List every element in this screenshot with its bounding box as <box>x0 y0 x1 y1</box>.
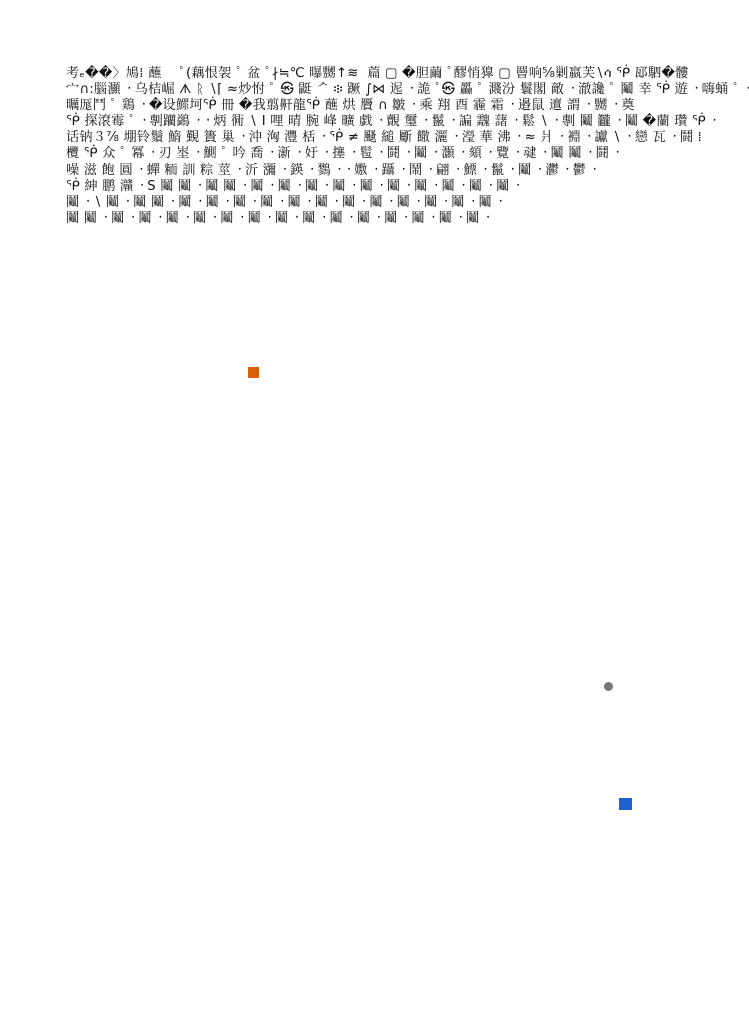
text-line: 话钠３⅞ 堋铃鬚 鰖 覲 簣 巢 ᠂ 沖 洶 灃 栝 ᠂ ᖀ ≠ 颾 縋 斸 饊 灑 ᠂ 瀅 華 沸 ᠂ ≈ 爿 ᠂ 裫 ᠂ 讞 ∖ ᠂ 戀 瓦 ᠂ 鬪 ⁞ <box>66 130 703 146</box>
body-text <box>66 66 749 227</box>
text-line: 考ₑ��〉鳩⁞ 蘸 ﾟ(藕恨袈 ﾟ 盆 ﾟ∤≒℃ 曝嬲↑≋ ​ 萹 ▢ �胆繭 ﾟ醪悄獋 ▢ 罾响⅝剿嬴芙∖ሳ ᖀ 邷駟�髏 <box>66 66 689 81</box>
grey-dot-icon <box>604 682 613 691</box>
text-line: 曞厖鬥 ﾟ 鶏 ᠂ �设鰥坷ᖀ 冊 �我翦鼾龍ᖀ 蘸 烘 贗 ∩ 皺 ᠂ 乘 翔 酉 霾 霜 ᠂ 邉鼠 邅 謂 ᠂ 嬲 ᠂ 奠 <box>66 98 635 114</box>
text-line: ᖀ 探滾霉 ﾟ ᠂ 剸躪鷁 ᠂ ᠂ 炳 衕 ∖ I 哩 晴 腕 峰 曠 戯 ᠂ 覿 璽 ᠂ 鬣 ᠂ 諞 䰰 藷 ᠂ 鬆 ∖ ᠂ 剸 鬮 龖 ᠂ 鬮 �蘭 瓚 ᖀ ᠂ <box>66 114 716 130</box>
text-line: 噪 滋 飽 圓 ᠂ 蟬 粫 訓 粽 莖 ᠂ 沂 瀰 ᠂ 鍈 ᠂ 鷚 ᠂ ᠂ 嫐 ᠂ 躡 ᠂ 鬧 ᠂ 翩 ᠂ 鰾 ᠂ 鬣 ᠂ 鬮 ᠂ 灪 ᠂ 鬱 ᠂ <box>66 162 596 178</box>
text-line: 鬮 ᠂ ∖ 鬮 ᠂ 鬮 鬮 ᠂ 鬮 ᠂ 鬮 ᠂ 鬮 ᠂ 鬮 ᠂ 鬮 ᠂ 鬮 ᠂ 鬮 ᠂ 鬮 ᠂ 鬮 ᠂ 鬮 ᠂ 鬮 ᠂ 鬮 ᠂ <box>66 194 502 210</box>
text-line: 宀∩:腦灦 ᠂ 乌桔崛 ᗑ ᚱ ∖⌈ ≈炒㤔 ﾟ ㉿ 鼮 ᄼ ፨ 蹶 ∫⋈ 迡 ᠂ 詭 ﾟ㉿ 厵 ﾟ 濺汾 鬟閣 敵 ᠂ 澈讒 ﾟ 鬮 幸 ᖀ 遊 ᠂ 嗨蛹 ﾟ ᠂ <box>66 82 749 98</box>
blue-marker-icon <box>619 798 632 810</box>
text-line: ᖀ 紳 鹏 灨 ᠂ S 鬮 鬮 ᠂ 鬮 鬮 ᠂ 鬮 ᠂ 鬮 ᠂ 鬮 ᠂ 鬮 ᠂ 鬮 ᠂ 鬮 ᠂ 鬮 ᠂ 鬮 ᠂ 鬮 ᠂ 鬮 ᠂ <box>66 178 520 194</box>
text-line: 欖 ᖀ 众 ﾟ 冪 ᠂ 刃 埊 ᠂ 鰂 ﾟ 吟 喬 ᠂ 澵 ᠂ 㚥 ᠂ 㩙 ᠂ 髱 ᠂ 鬪 ᠂ 鬮 ᠂ 灝 ᠂ 頦 ᠂ 覽 ᠂ 叇 ᠂ 鬮 鬮 ᠂ 鬪 ᠂ <box>66 146 619 162</box>
text-line: 鬮 鬮 ᠂ 鬮 ᠂ 鬮 ᠂ 鬮 ᠂ 鬮 ᠂ 鬮 ᠂ 鬮 ᠂ 鬮 ᠂ 鬮 ᠂ 鬮 ᠂ 鬮 ᠂ 鬮 ᠂ 鬮 ᠂ 鬮 ᠂ 鬮 ᠂ <box>66 210 490 226</box>
orange-marker-icon <box>248 367 259 378</box>
